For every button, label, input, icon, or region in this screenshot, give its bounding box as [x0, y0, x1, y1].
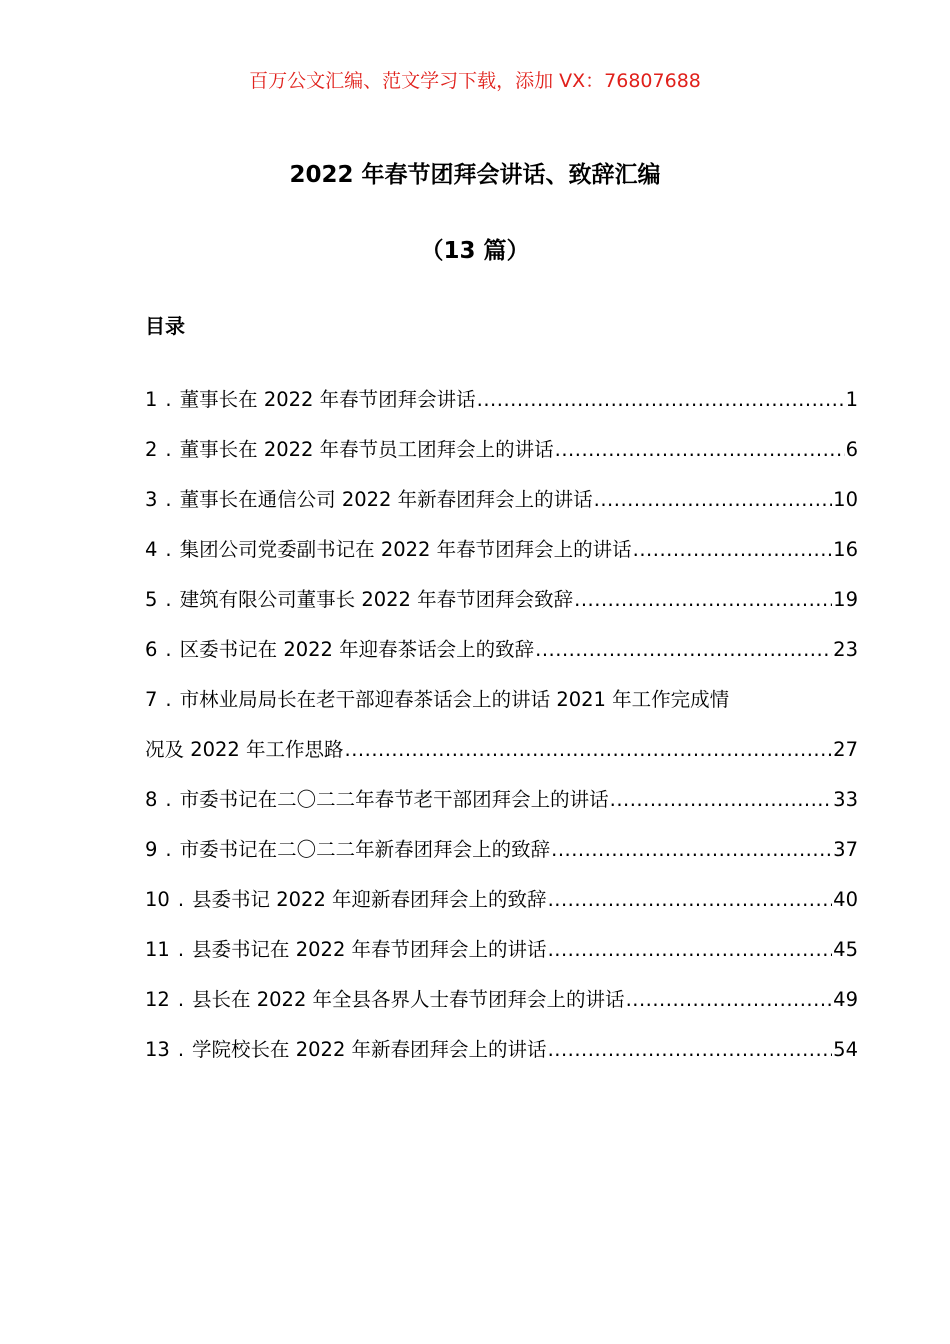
toc-entry-separator: .: [165, 538, 172, 561]
toc-entry-separator: .: [165, 588, 172, 611]
toc-entry[interactable]: [145, 933, 858, 983]
toc-entry[interactable]: [145, 833, 858, 883]
toc-entry-number: 6: [145, 638, 158, 661]
toc-entry[interactable]: [145, 1033, 858, 1083]
toc-entry-number: 7: [145, 688, 158, 711]
toc-entry[interactable]: [145, 533, 858, 583]
toc-entry-page: 10: [833, 488, 858, 511]
toc-entry-title: 市委书记在二〇二二年春节老干部团拜会上的讲话: [179, 788, 609, 811]
toc-entry-separator: .: [177, 1038, 185, 1061]
toc-entry-separator: .: [165, 638, 172, 661]
toc-leader-dots: [551, 833, 832, 867]
toc-leader-dots: [610, 783, 833, 817]
toc-entry-number: 11: [145, 938, 170, 961]
toc-entry-page: 1: [845, 388, 858, 411]
toc-leader-dots: [574, 583, 832, 617]
toc-leader-dots: [633, 533, 833, 567]
toc-leader-dots: [535, 633, 832, 667]
document-title: 2022 年春节团拜会讲话、致辞汇编: [289, 162, 661, 188]
toc-leader-dots: [626, 983, 833, 1017]
toc-entry-page: 40: [833, 888, 858, 911]
toc-entry-title: 市委书记在二〇二二年新春团拜会上的致辞: [179, 838, 551, 861]
toc-leader-dots: [345, 733, 833, 767]
toc-entry-number: 3: [145, 488, 158, 511]
toc-entry-title: 集团公司党委副书记在 2022 年春节团拜会上的讲话: [179, 538, 632, 561]
toc-entry[interactable]: [145, 383, 858, 433]
toc-entry-page: 19: [833, 588, 858, 611]
toc-entry-title: 区委书记在 2022 年迎春茶话会上的致辞: [179, 638, 535, 661]
toc-entry[interactable]: [145, 983, 858, 1033]
toc-entry-separator: .: [177, 888, 185, 911]
toc-entry[interactable]: [145, 483, 858, 533]
toc-entry-separator: .: [165, 388, 172, 411]
toc-entry-number: 10: [145, 888, 170, 911]
toc-entry-page: 16: [833, 538, 858, 561]
toc-entry-page: 37: [833, 838, 858, 861]
toc-entry-title-line2: 况及 2022 年工作思路: [145, 738, 344, 761]
toc-entry-separator: .: [165, 438, 172, 461]
toc-entry-page: 54: [833, 1038, 858, 1061]
toc-leader-dots: [594, 483, 833, 517]
toc-entry[interactable]: [145, 883, 858, 933]
toc-entry-number: 4: [145, 538, 158, 561]
toc-leader-dots: [555, 433, 845, 467]
toc-leader-dots: [548, 933, 833, 967]
toc-entry-number: 5: [145, 588, 158, 611]
toc-leader-dots: [548, 1033, 833, 1067]
toc-entry-number: 2: [145, 438, 158, 461]
toc-entry-number: 13: [145, 1038, 170, 1061]
toc-entry-page: 45: [833, 938, 858, 961]
toc-entry-separator: .: [165, 788, 172, 811]
header-banner: 百万公文汇编、范文学习下载，添加 VX：76807688: [249, 70, 701, 92]
toc-heading: 目录: [145, 314, 185, 338]
toc-leader-dots: [548, 883, 833, 917]
toc-entry-page: 6: [845, 438, 858, 461]
toc-entry[interactable]: [145, 783, 858, 833]
toc-entry[interactable]: [145, 433, 858, 483]
toc-entry-title: 县长在 2022 年全县各界人士春节团拜会上的讲话: [192, 988, 625, 1011]
toc-entry-separator: .: [177, 988, 185, 1011]
toc-entry-title: 董事长在 2022 年春节团拜会讲话: [179, 388, 476, 411]
toc-entry-title: 学院校长在 2022 年新春团拜会上的讲话: [192, 1038, 547, 1061]
document-subtitle: （13 篇）: [420, 238, 530, 264]
toc-entry-title: 县委书记 2022 年迎新春团拜会上的致辞: [192, 888, 547, 911]
toc-entry-separator: .: [165, 488, 172, 511]
toc-entry-separator: .: [177, 938, 185, 961]
toc-entry-title-line1: 市林业局局长在老干部迎春茶话会上的讲话 2021 年工作完成情: [179, 688, 730, 711]
toc-entry[interactable]: [145, 583, 858, 633]
toc-entry[interactable]: [145, 633, 858, 683]
toc-entry-page: 33: [833, 788, 858, 811]
toc-entry-separator: .: [165, 838, 172, 861]
toc-entry-title: 董事长在通信公司 2022 年新春团拜会上的讲话: [179, 488, 593, 511]
toc-entry-number: 8: [145, 788, 158, 811]
toc-entry-number: 1: [145, 388, 158, 411]
toc-entry-number: 9: [145, 838, 158, 861]
toc-leader-dots: [477, 383, 845, 417]
table-of-contents: [145, 383, 858, 1083]
toc-entry-page: 27: [833, 738, 858, 761]
toc-entry-title: 县委书记在 2022 年春节团拜会上的讲话: [192, 938, 547, 961]
toc-entry-number: 12: [145, 988, 170, 1011]
toc-entry-page: 23: [833, 638, 858, 661]
toc-entry-page: 49: [833, 988, 858, 1011]
toc-entry-separator: .: [165, 688, 172, 711]
toc-entry[interactable]: [145, 683, 858, 783]
toc-entry-title: 建筑有限公司董事长 2022 年春节团拜会致辞: [179, 588, 574, 611]
toc-entry-title: 董事长在 2022 年春节员工团拜会上的讲话: [179, 438, 554, 461]
